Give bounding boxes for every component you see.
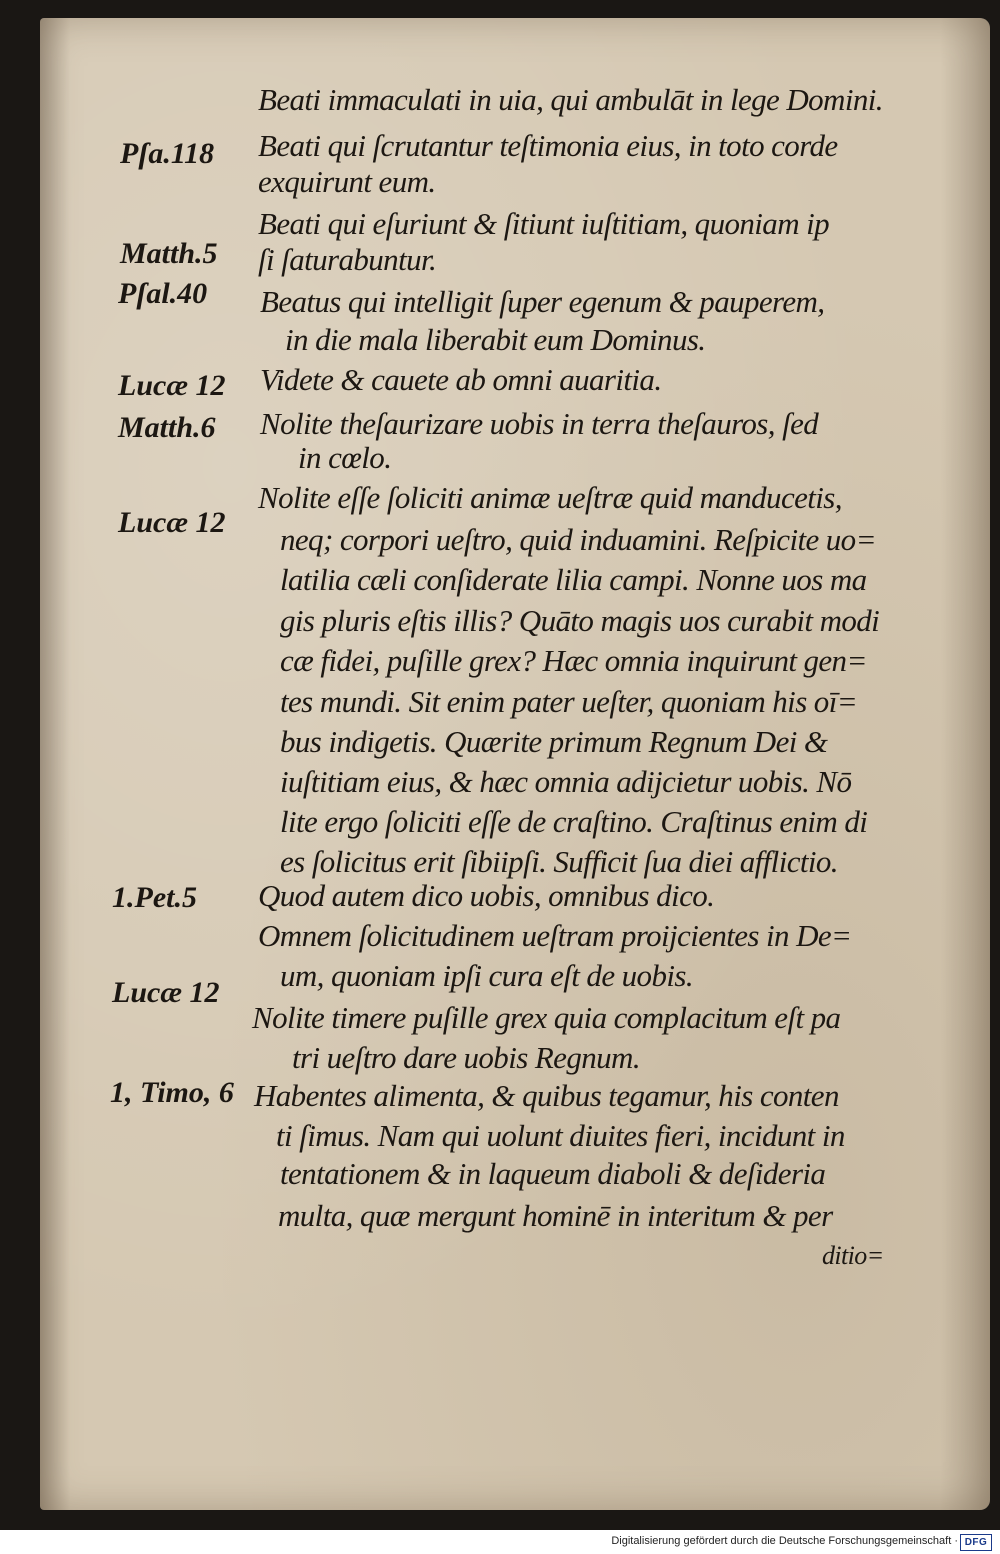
- text-line: Habentes alimenta, & quibus tegamur, his conten: [254, 1078, 839, 1113]
- text-line: bus indigetis. Quærite primum Regnum Dei &: [280, 724, 828, 759]
- text-line: Nolite timere puſille grex quia complacitum eſt pa: [252, 1000, 841, 1035]
- text-line: gis pluris eſtis illis? Quāto magis uos curabit modi: [280, 603, 880, 638]
- margin-ref: 1, Timo, 6: [110, 1076, 234, 1109]
- text-line: es ſolicitus erit ſibiipſi. Sufficit ſua diei afflictio.: [280, 844, 838, 879]
- text-line: iuſtitiam eius, & hæc omnia adijcietur uobis. Nō: [280, 764, 852, 799]
- footer-bar: [0, 1530, 1000, 1554]
- text-line: um, quoniam ipſi cura eſt de uobis.: [280, 958, 693, 993]
- text-line: Nolite eſſe ſoliciti animæ ueſtræ quid manducetis,: [258, 480, 842, 515]
- text-line: in cœlo.: [298, 440, 392, 475]
- text-line: in die mala liberabit eum Dominus.: [285, 322, 706, 357]
- text-line: Beati qui ſcrutantur teſtimonia eius, in toto corde: [258, 128, 838, 163]
- margin-ref: Pſa.118: [120, 137, 215, 170]
- margin-ref: Lucæ 12: [112, 976, 220, 1009]
- text-line: exquirunt eum.: [258, 164, 436, 199]
- text-line: Beati qui eſuriunt & ſitiunt iuſtitiam, quoniam ip: [258, 206, 830, 241]
- margin-ref: Pſal.40: [118, 277, 208, 310]
- text-line: cæ fidei, puſille grex? Hæc omnia inquirunt gen=: [280, 643, 867, 678]
- margin-ref: Lucæ 12: [118, 369, 226, 402]
- text-line: tes mundi. Sit enim pater ueſter, quoniam his oī=: [280, 684, 858, 719]
- funding-notice: Digitalisierung gefördert durch die Deutsche Forschungsgemeinschaft ·: [611, 1535, 958, 1547]
- text-line: ſi ſaturabuntur.: [258, 242, 437, 277]
- text-line: Quod autem dico uobis, omnibus dico.: [258, 878, 715, 913]
- text-line: neq; corpori ueſtro, quid induamini. Reſpicite uo=: [280, 522, 876, 557]
- text-line: tri ueſtro dare uobis Regnum.: [292, 1040, 640, 1075]
- margin-ref: Lucæ 12: [118, 506, 226, 539]
- text-line: ti ſimus. Nam qui uolunt diuites fieri, incidunt in: [276, 1118, 845, 1153]
- text-line: tentationem & in laqueum diaboli & deſideria: [280, 1156, 826, 1191]
- dfg-logo-icon: DFG: [960, 1534, 992, 1551]
- margin-ref: Matth.5: [120, 237, 218, 270]
- text-line: multa, quæ mergunt hominē in interitum & per: [278, 1198, 833, 1233]
- text-line: Beati immaculati in uia, qui ambulāt in lege Domini.: [258, 82, 883, 117]
- margin-ref: Matth.6: [118, 411, 216, 444]
- text-line: Nolite theſaurizare uobis in terra theſauros, ſed: [260, 406, 819, 441]
- margin-ref: 1.Pet.5: [112, 881, 197, 914]
- text-line: Videte & cauete ab omni auaritia.: [260, 362, 662, 397]
- text-line: Omnem ſolicitudinem ueſtram proijcientes in De=: [258, 918, 852, 953]
- text-line: latilia cæli conſiderate lilia campi. Nonne uos ma: [280, 562, 867, 597]
- catchword: ditio=: [822, 1241, 884, 1270]
- text-line: Beatus qui intelligit ſuper egenum & pauperem,: [260, 284, 825, 319]
- text-line: lite ergo ſoliciti eſſe de craſtino. Craſtinus enim di: [280, 804, 868, 839]
